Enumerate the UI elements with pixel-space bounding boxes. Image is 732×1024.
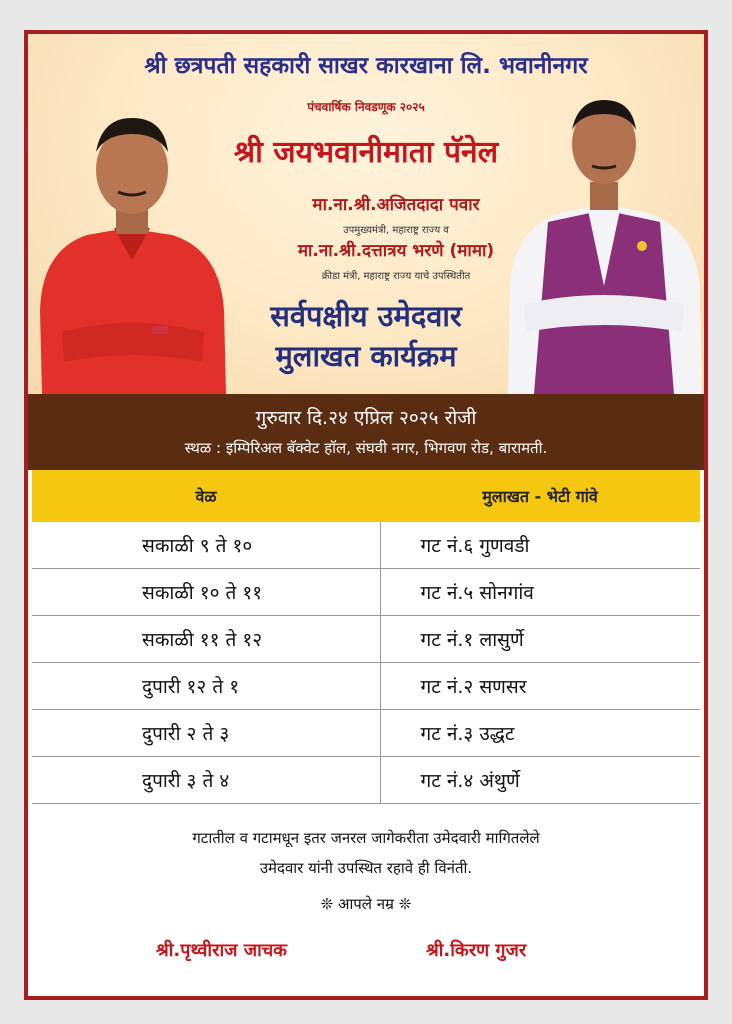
time-cell: सकाळी ११ ते १२ bbox=[32, 616, 380, 663]
village-cell: गट नं.६ गुणवडी bbox=[380, 522, 700, 569]
request-note-line-1: गटातील व गटामधून इतर जनरल जागेकरीता उमेदवारी मागितलेले bbox=[192, 829, 540, 847]
guest-designation-2: क्रीडा मंत्री, महाराष्ट्र राज्य याचे उपस्थितीत bbox=[321, 271, 471, 282]
request-note-line-2: उमेदवार यांनी उपस्थित रहावे ही विनंती. bbox=[259, 859, 473, 877]
signatory-1: श्री.पृथ्वीराज जाचक bbox=[156, 940, 288, 961]
time-cell: सकाळी ९ ते १० bbox=[32, 522, 380, 569]
table-row bbox=[32, 663, 700, 710]
poster-frame bbox=[24, 30, 708, 1000]
table-row bbox=[32, 522, 700, 569]
headline-line-1: सर्वपक्षीय उमेदवार bbox=[270, 299, 462, 333]
village-cell: गट नं.१ लासुर्णे bbox=[380, 616, 700, 663]
event-band bbox=[28, 394, 704, 470]
village-cell: गट नं.४ अंथुर्णे bbox=[380, 757, 700, 804]
factory-title: श्री छत्रपती सहकारी साखर कारखाना लि. भवानीनगर bbox=[144, 53, 588, 79]
election-label: पंचवार्षिक निवडणूक २०२५ bbox=[307, 100, 425, 114]
footer-section bbox=[28, 804, 704, 996]
header-villages: मुलाखत - भेटी गांवे bbox=[380, 470, 700, 522]
event-venue: स्थळ : इम्पिरिअल बॅक्वेट हॉल, संघवी नगर, भिगवण रोड, बारामती. bbox=[184, 439, 548, 457]
time-cell: दुपारी ३ ते ४ bbox=[32, 757, 380, 804]
guest-designation-1: उपमुख्यमंत्री, महाराष्ट्र राज्य व bbox=[343, 225, 449, 236]
table-row bbox=[32, 757, 700, 804]
village-cell: गट नं.५ सोनगांव bbox=[380, 569, 700, 616]
time-cell: सकाळी १० ते ११ bbox=[32, 569, 380, 616]
hero-section bbox=[28, 34, 704, 394]
event-date: गुरुवार दि.२४ एप्रिल २०२५ रोजी bbox=[255, 407, 477, 429]
regards-text: ❊ आपले नम्र ❊ bbox=[320, 895, 412, 913]
table-row bbox=[32, 569, 700, 616]
schedule-table bbox=[32, 470, 700, 804]
table-row bbox=[32, 710, 700, 757]
headline-line-2: मुलाखत कार्यक्रम bbox=[275, 339, 457, 373]
village-cell: गट नं.२ सणसर bbox=[380, 663, 700, 710]
schedule-header-row bbox=[32, 470, 700, 522]
guest-name-1: मा.ना.श्री.अजितदादा पवार bbox=[312, 195, 480, 215]
guest-name-2: मा.ना.श्री.दत्तात्रय भरणे (मामा) bbox=[297, 241, 495, 261]
header-time: वेळ bbox=[32, 470, 380, 522]
time-cell: दुपारी १२ ते १ bbox=[32, 663, 380, 710]
panel-name: श्री जयभवानीमाता पॅनेल bbox=[233, 135, 499, 170]
village-cell: गट नं.३ उद्धट bbox=[380, 710, 700, 757]
time-cell: दुपारी २ ते ३ bbox=[32, 710, 380, 757]
table-row bbox=[32, 616, 700, 663]
signatory-2: श्री.किरण गुजर bbox=[426, 940, 527, 961]
